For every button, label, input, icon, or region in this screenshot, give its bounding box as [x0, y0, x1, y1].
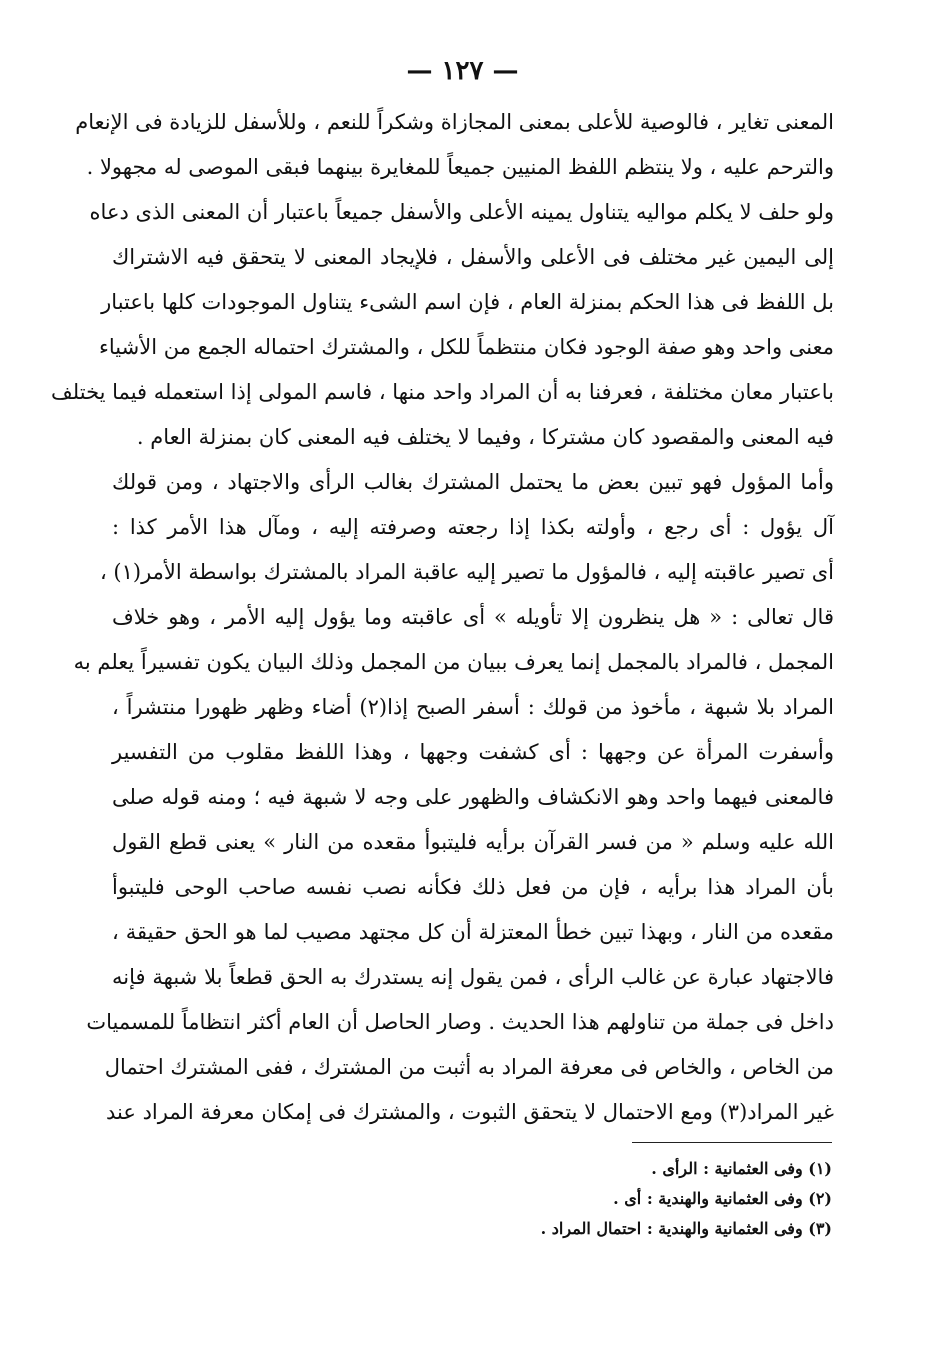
text-line: المعنى تغاير ، فالوصية للأعلى بمعنى المجازاة وشكراً للنعم ، وللأسفل للزيادة فى الإنعام: [75, 110, 834, 134]
text-line: وأما المؤول فهو تبين بعض ما يحتمل المشترك بغالب الرأى والاجتهاد ، ومن قولك: [112, 470, 834, 494]
text-line: بأن المراد هذا برأيه ، فإن من فعل ذلك فكأنه نصب نفسه صاحب الوحى فليتبوأ: [112, 875, 834, 899]
text-line: المجمل ، فالمراد بالمجمل إنما يعرف ببيان من المجمل وذلك البيان يكون تفسيراً يعلم به: [73, 650, 834, 674]
text-line: والترحم عليه ، ولا ينتظم اللفظ المنيين جميعاً للمغايرة بينهما فبقى الموصى له مجهولا .: [86, 155, 834, 179]
text-line: باعتبار معان مختلفة ، فعرفنا به أن المراد واحد منها ، فاسم المولى إذا استعمله فيما يختلف: [51, 380, 834, 404]
text-line: فيه المعنى والمقصود كان مشتركا ، وفيما لا يختلف فيه المعنى كان بمنزلة العام .: [136, 425, 834, 449]
text-line: أى تصير عاقبته إليه ، فالمؤول ما تصير إليه عاقبة المراد بالمشترك بواسطة الأمر(١) ،: [99, 560, 834, 584]
text-line: بل اللفظ فى هذا الحكم بمنزلة العام ، فإن اسم الشىء يتناول الموجودات كلها باعتبار: [101, 290, 834, 314]
footnotes: [400, 1154, 832, 1244]
text-line: وأسفرت المرأة عن وجهها : أى كشفت وجهها ، وهذا اللفظ مقلوب من التفسير: [112, 740, 834, 764]
text-line: المراد بلا شبهة ، مأخوذ من قولك : أسفر الصبح إذا(٢) أضاء وظهر ظهورا منتشراً ،: [112, 695, 835, 719]
text-line: غير المراد(٣) ومع الاحتمال لا يتحقق الثبوت ، والمشترك فى إمكان معرفة المراد عند: [106, 1100, 834, 1124]
footnote: (١) وفى العثمانية : الرأى .: [651, 1159, 832, 1178]
text-line: من الخاص ، والخاص فى معرفة المراد به أثبت من المشترك ، ففى المشترك احتمال: [104, 1055, 834, 1079]
body-text: [51, 100, 835, 1135]
text-line: مقعده من النار ، وبهذا تبين خطأ المعتزلة أن كل مجتهد مصيب لما هو الحق حقيقة ،: [112, 920, 834, 944]
text-line: معنى واحد وهو صفة الوجود فكان منتظماً للكل ، والمشترك احتماله الجمع من الأشياء: [99, 335, 834, 359]
page-number: — ١٢٧ —: [406, 56, 519, 86]
text-line: إلى اليمين غير مختلف فى الأعلى والأسفل ، فلإيجاد المعنى لا يتحقق فيه الاشتراك: [112, 245, 834, 269]
text-line: داخل فى جملة من تناولهم هذا الحديث . وصار الحاصل أن العام أكثر انتظاماً للمسميات: [86, 1010, 834, 1034]
text-line: ولو حلف لا يكلم مواليه يتناول يمينه الأعلى والأسفل جميعاً باعتبار أن المعنى الذى دعاه: [89, 200, 834, 224]
footnote: (٢) وفى العثمانية والهندية : أى .: [613, 1189, 832, 1208]
text-line: قال تعالى : « هل ينظرون إلا تأويله » أى عاقبته وما يؤول إليه الأمر ، وهو خلاف: [112, 605, 834, 629]
footnote: (٣) وفى العثمانية والهندية : احتمال المراد .: [540, 1219, 832, 1238]
text-line: الله عليه وسلم « من فسر القرآن برأيه فليتبوأ مقعده من النار » يعنى قطع القول: [112, 830, 834, 854]
text-line: فالاجتهاد عبارة عن غالب الرأى ، فمن يقول إنه يستدرك به الحق قطعاً بلا شبهة فإنه: [112, 965, 834, 989]
text-line: فالمعنى فيهما واحد وهو الانكشاف والظهور على وجه لا شبهة فيه ؛ ومنه قوله صلى: [112, 785, 834, 809]
footnote-divider: [632, 1142, 832, 1143]
text-line: آل يؤول : أى رجع ، وأولته بكذا إذا رجعته وصرفته إليه ، ومآل هذا الأمر كذا :: [112, 515, 834, 539]
